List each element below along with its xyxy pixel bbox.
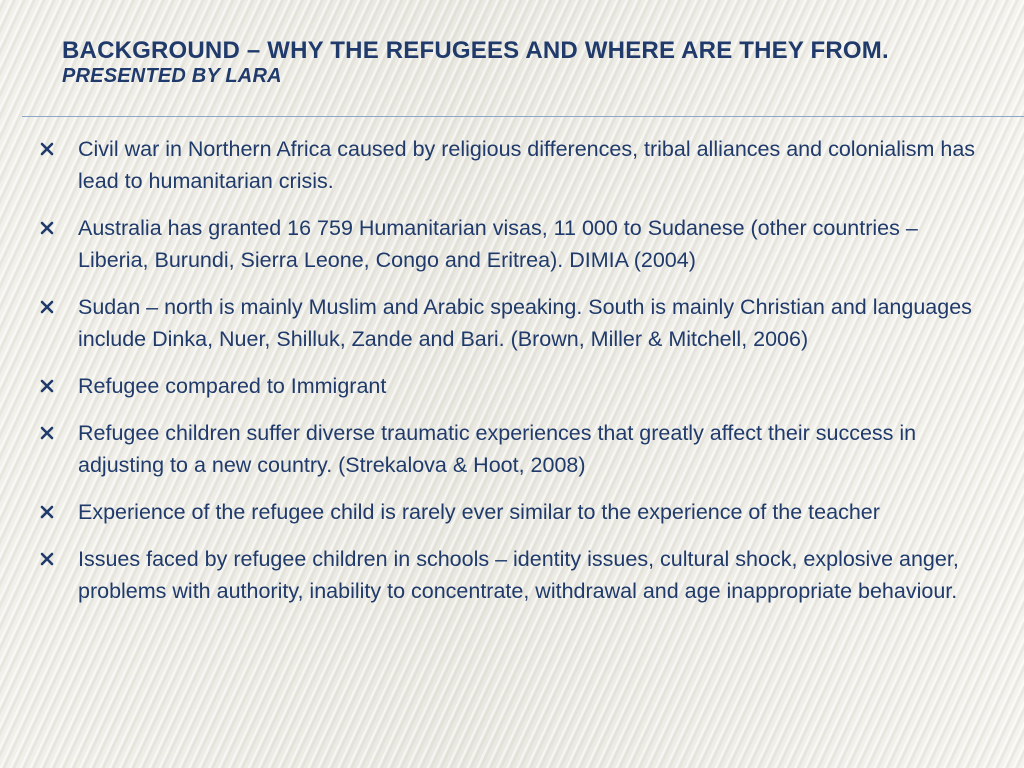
bullet-item — [40, 543, 990, 607]
slide-subtitle: PRESENTED BY LARA — [62, 65, 282, 87]
bullet-item — [40, 417, 990, 481]
bullet-item — [40, 291, 990, 355]
x-mark-icon — [40, 379, 54, 393]
x-mark-icon — [40, 552, 54, 566]
bullet-item — [40, 370, 990, 402]
x-mark-icon — [40, 426, 54, 440]
bullet-text: Sudan – north is mainly Muslim and Arabic speaking. South is mainly Christian and languages include Dinka, Nuer, Shilluk, Zande and Bari. (Brown, Miller & Mitchell, 2006) — [78, 295, 972, 351]
bullet-text: Experience of the refugee child is rarely ever similar to the experience of the teacher — [78, 500, 880, 524]
slide-title: BACKGROUND – WHY THE REFUGEES AND WHERE ARE THEY FROM. — [62, 37, 889, 64]
bullet-text: Issues faced by refugee children in schools – identity issues, cultural shock, explosive anger, problems with authority, inability to concentrate, withdrawal and age inappropriate behaviour. — [78, 547, 959, 603]
title-divider — [22, 116, 1024, 117]
refugee-term: Refugee — [78, 374, 160, 398]
slide-title-block — [62, 36, 962, 87]
bullet-text: Civil war in Northern Africa caused by religious differences, tribal alliances and colonialism has lead to humanitarian crisis. — [78, 137, 976, 193]
bullet-list — [40, 133, 990, 622]
bullet-item — [40, 496, 990, 528]
immigrant-term: Immigrant — [290, 374, 387, 398]
x-mark-icon — [40, 300, 54, 314]
bullet-text: compared to — [159, 374, 291, 398]
bullet-text: Refugee children suffer diverse traumatic experiences that greatly affect their success in adjusting to a new country. (Strekalova & Hoot, 2008) — [78, 421, 917, 477]
x-mark-icon — [40, 505, 54, 519]
bullet-item — [40, 212, 990, 276]
x-mark-icon — [40, 142, 54, 156]
bullet-item — [40, 133, 990, 197]
bullet-text: Australia has granted 16 759 Humanitarian visas, 11 000 to Sudanese (other countries – Liberia, Burundi, Sierra Leone, Congo and Eritrea). DIMIA (2004) — [78, 216, 918, 272]
x-mark-icon — [40, 221, 54, 235]
